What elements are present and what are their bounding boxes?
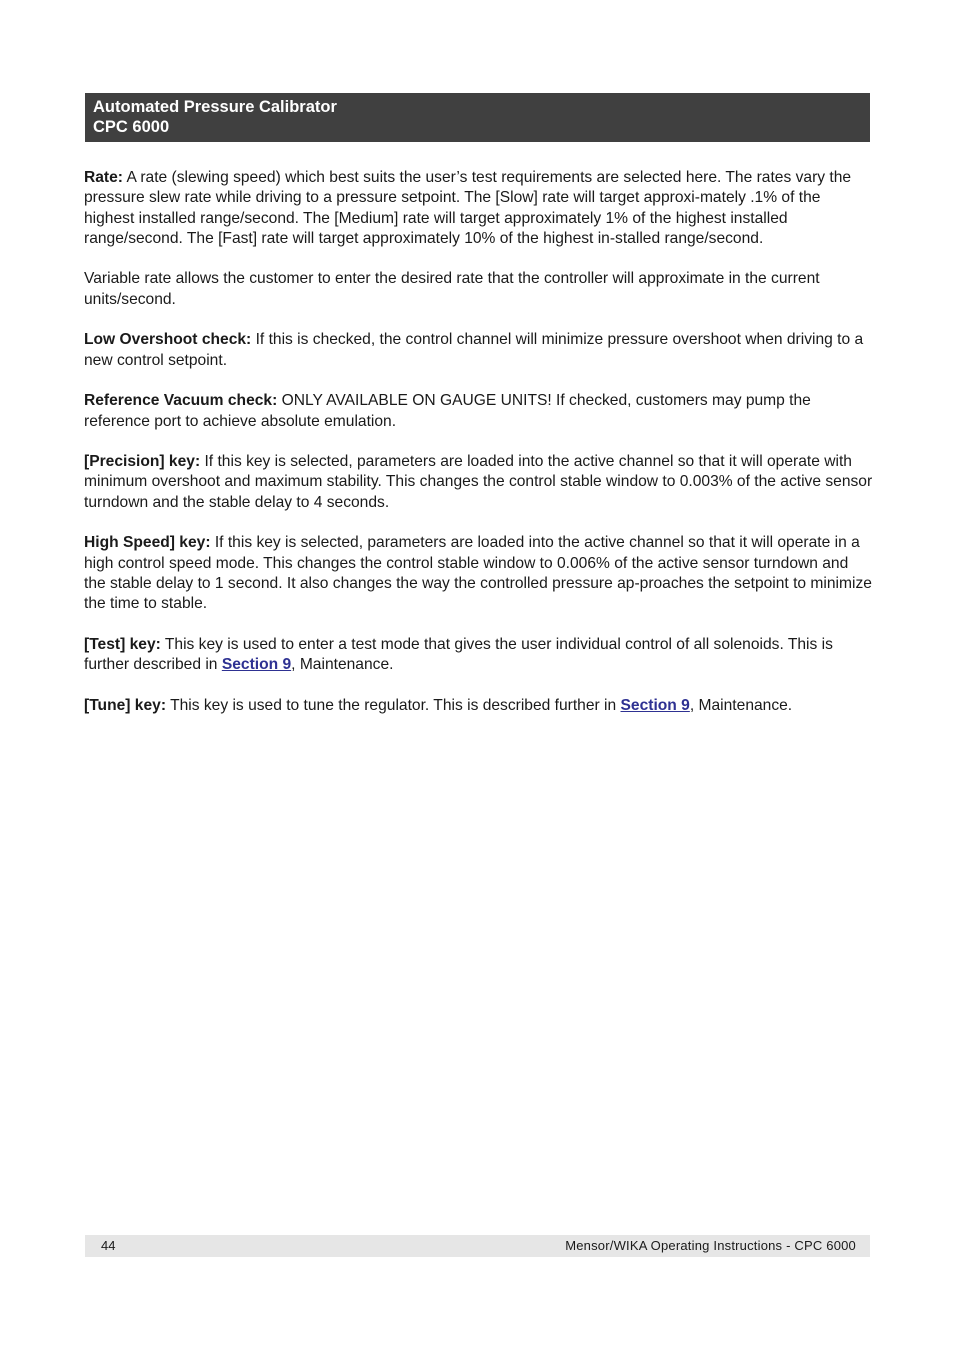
paragraph-high-speed-key [84, 533, 874, 614]
paragraph-text: If this is checked, the control channel will minimize pressure overshoot when driving to a new control setpoint. [84, 331, 864, 369]
paragraph-label: [Test] key: [84, 635, 161, 653]
paragraph-text: Variable rate allows the customer to enter the desired rate that the controller will approximate in the current units/second. [84, 270, 820, 308]
paragraph-text: This key is used to tune the regulator. This is described further in [166, 696, 621, 714]
paragraph-text: A rate (slewing speed) which best suits the user’s test requirements are selected here. The rates vary the pressure slew rate while driving to a pressure setpoint. The [Slow] rate will target approxi-mately .1% of the highest installed range/second. The [Medium] rate will target approximately 1% of the highest installed range/second. The [Fast] rate will target approximately 10% of the highest in-stalled range/second. [84, 169, 852, 247]
page-footer [85, 1235, 870, 1257]
paragraph-precision-key [84, 452, 874, 513]
paragraph-label: Reference Vacuum check: [84, 392, 278, 410]
paragraph-text-after: , Maintenance. [291, 656, 394, 674]
paragraph-tune-key [84, 696, 874, 716]
main-content [84, 168, 874, 736]
paragraph-low-overshoot [84, 330, 874, 371]
header-title: Automated Pressure Calibrator [93, 98, 337, 116]
paragraph-text-after: , Maintenance. [689, 696, 793, 714]
paragraph-label: Rate: [84, 169, 123, 186]
document-header [85, 93, 870, 142]
paragraph-variable-rate [84, 269, 874, 310]
paragraph-reference-vacuum [84, 391, 874, 432]
paragraph-label: [Tune] key: [84, 696, 167, 714]
paragraph-rate [84, 168, 874, 249]
page-number: 44 [101, 1238, 116, 1253]
paragraph-text: If this key is selected, parameters are loaded into the active channel so that it will operate in a high control speed mode. This changes the control stable window to 0.006% of the active sensor turndown and the stable delay to 1 second. It also changes the way the controlled pressure ap-proaches the setpoint to minimize the time to stable. [84, 534, 872, 613]
paragraph-text: ONLY AVAILABLE ON GAUGE UNITS! If checked, customers may pump the reference port to achieve absolute emulation. [84, 392, 811, 430]
paragraph-test-key [84, 635, 874, 676]
paragraph-label: High Speed] key: [84, 534, 211, 552]
paragraph-label: [Precision] key: [84, 453, 201, 471]
paragraph-label: Low Overshoot check: [84, 331, 252, 349]
footer-title: Mensor/WIKA Operating Instructions - CPC 6000 [565, 1238, 856, 1253]
paragraph-text: If this key is selected, parameters are loaded into the active channel so that it will operate with minimum overshoot and maximum stability. This changes the control stable window to 0.003% of the active sensor turndown and the stable delay to 4 seconds. [84, 453, 873, 511]
paragraph-text: This key is used to enter a test mode that gives the user individual control of all solenoids. This is further described in [84, 635, 833, 674]
header-subtitle: CPC 6000 [93, 118, 170, 136]
section-9-link[interactable]: Section 9 [221, 656, 292, 674]
section-9-link[interactable]: Section 9 [620, 696, 690, 714]
